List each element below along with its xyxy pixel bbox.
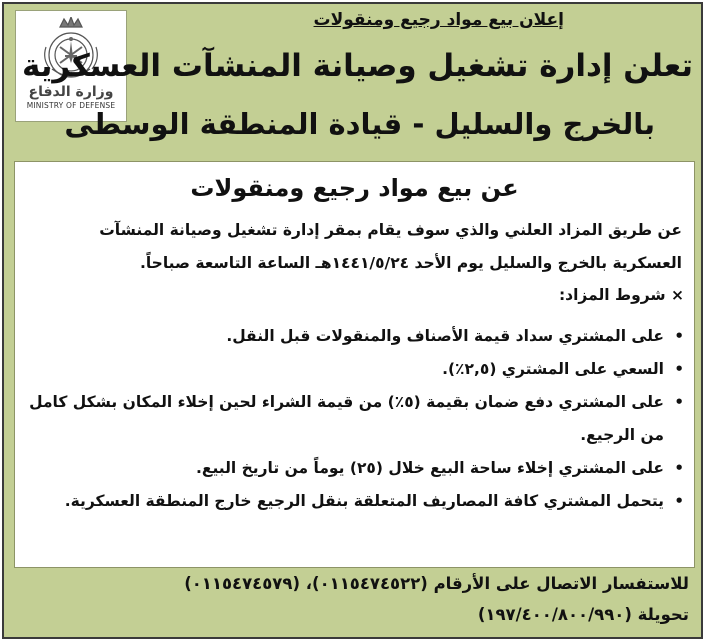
term-text: على المشتري سداد قيمة الأصناف والمنقولات قبل النقل. — [226, 327, 664, 345]
terms-list-item — [27, 320, 686, 353]
intro-line: العسكرية بالخرج والسليل يوم الأحد ١٤٤١/٥/٢٤هـ الساعة التاسعة صباحاً. — [139, 254, 682, 272]
contact-extensions: تحويلة (١٩٧/٤٠٠/٨٠٠/٩٩٠) — [477, 605, 689, 624]
term-text: على المشتري دفع ضمان بقيمة (٥٪) من قيمة الشراء لحين إخلاء المكان بشكل كامل من الرجيع. — [29, 393, 664, 444]
terms-heading: × شروط المزاد: — [558, 286, 684, 304]
term-text: على المشتري إخلاء ساحة البيع خلال (٢٥) يوماً من تاريخ البيع. — [195, 459, 664, 477]
headline-line-1: تعلن إدارة تشغيل وصيانة المنشآت العسكرية — [21, 48, 693, 84]
bullet-icon: • — [674, 327, 684, 345]
bullet-icon: • — [674, 459, 684, 477]
headline-line-2: بالخرج والسليل - قيادة المنطقة الوسطى — [64, 107, 655, 141]
advertisement — [2, 2, 703, 639]
bullet-icon: • — [674, 360, 684, 378]
logo-name-arabic: وزارة الدفاع — [28, 84, 114, 100]
contact-numbers: للاستفسار الاتصال على الأرقام (٠١١٥٤٧٤٥٢٢)، (٠١١٥٤٧٤٥٧٩) — [184, 574, 689, 593]
terms-list-item — [27, 386, 686, 452]
announcement-panel — [14, 161, 695, 568]
intro-paragraph — [27, 214, 682, 280]
term-text: يتحمل المشتري كافة المصاريف المتعلقة بنقل الرجيع خارج المنطقة العسكرية. — [64, 492, 664, 510]
bullet-icon: • — [674, 492, 684, 510]
ad-top-label: إعلان بيع مواد رجيع ومنقولات — [313, 10, 564, 30]
panel-title: عن بيع مواد رجيع ومنقولات — [190, 174, 519, 202]
terms-list-item — [27, 485, 686, 518]
term-text: السعي على المشتري (٢,٥٪). — [442, 360, 664, 378]
terms-list-item — [27, 452, 686, 485]
bullet-icon: • — [674, 393, 684, 411]
terms-list — [27, 320, 686, 518]
intro-line: عن طريق المزاد العلني والذي سوف يقام بمقر إدارة تشغيل وصيانة المنشآت — [99, 221, 682, 239]
terms-list-item — [27, 353, 686, 386]
logo-name-english: MINISTRY OF DEFENSE — [26, 101, 116, 110]
